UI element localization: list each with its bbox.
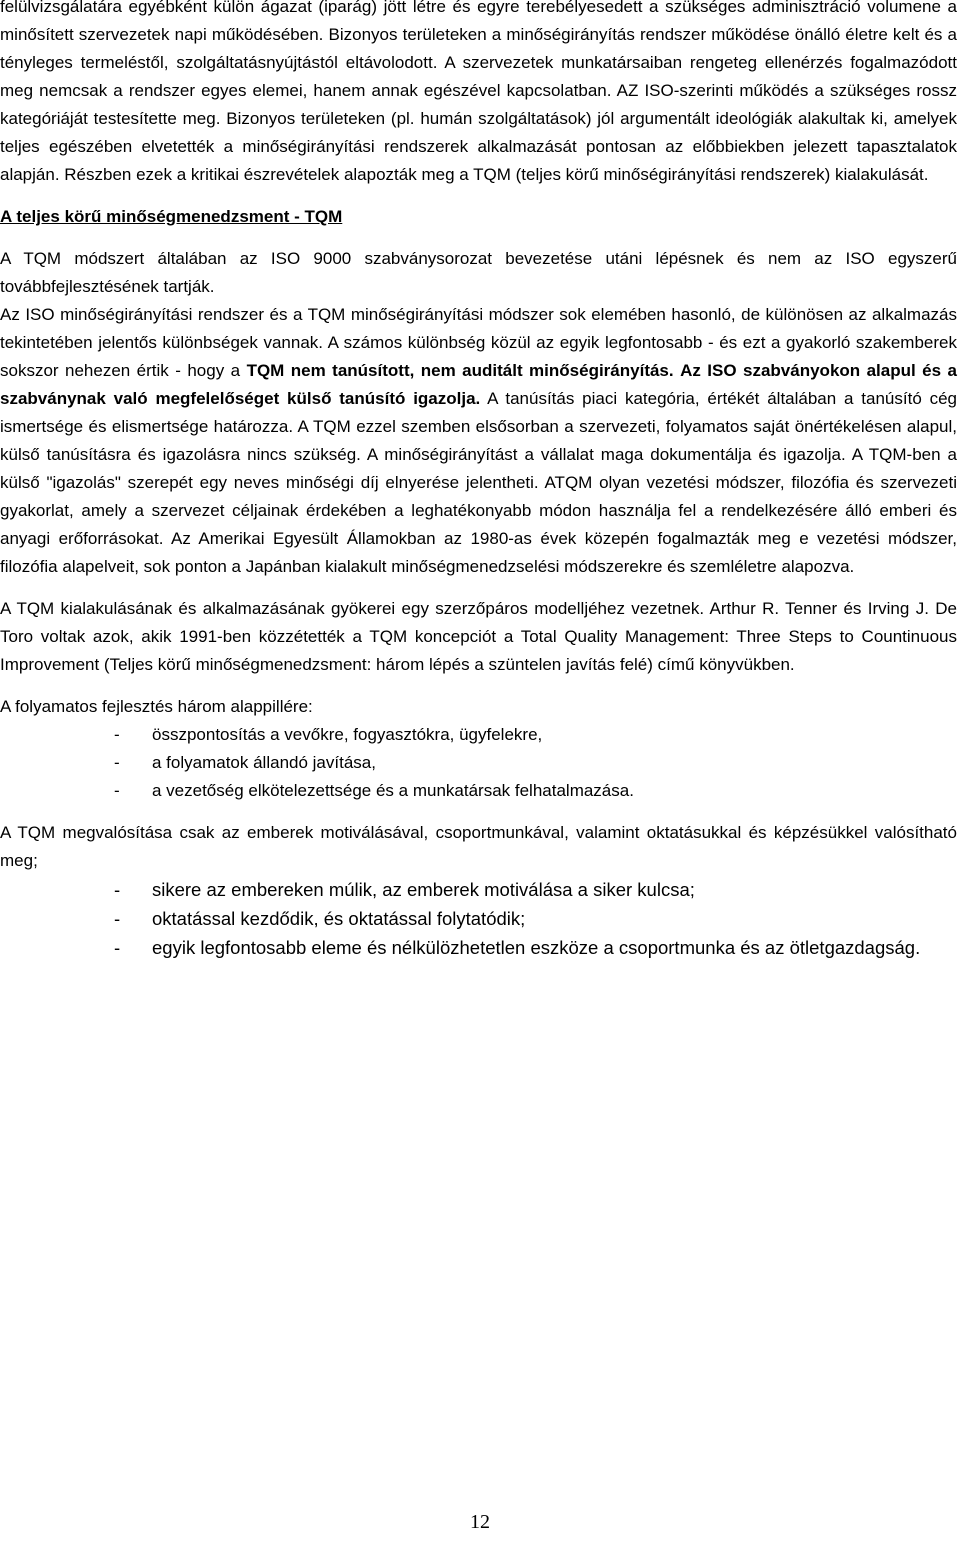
pillars-intro: A folyamatos fejlesztés három alappillére: — [0, 697, 313, 716]
list-dash: - — [114, 725, 120, 744]
section-heading: A teljes körű minőségmenedzsment - TQM — [0, 207, 343, 226]
realization-intro: A TQM megvalósítása csak az emberek motiválásával, csoportmunkával, valamint oktatásukkal és képzésükkel valósítható meg; — [0, 823, 957, 870]
list-item-text: sikere az embereken múlik, az emberek motiválása a siker kulcsa; — [152, 879, 695, 900]
page-number: 12 — [470, 1511, 490, 1533]
spacer — [0, 581, 957, 595]
list-dash: - — [114, 908, 121, 929]
paragraph-tqm-origins: A TQM kialakulásának és alkalmazásának gyökerei egy szerzőpáros modelljéhez vezetnek. Arthur R. Tenner és Irving J. De Toro voltak azok, akik 1991-ben közzétették a TQM koncepciót a Total Quality Management: Three Steps to Countinuous Improvement (Teljes körű minőségmenedzsment: három lépés a szüntelen javítás felé) című könyvükben. — [0, 599, 957, 674]
list-dash: - — [114, 937, 121, 958]
list-item — [0, 933, 957, 962]
list-item-text: összpontosítás a vevőkre, fogyasztókra, ügyfelekre, — [152, 725, 543, 744]
text-run: Az ISO minőségirányítási rendszer és a TQM minőségirányítási módszer sok elemében hasonló, de különösen az alkalmazás tekintetében jelentős különbségek vannak. A számos különbség közül az egyik legfontosabb - és ezt a gyakorló szakemberek sokszor nehezen értik - hogy a — [0, 305, 957, 380]
list-item — [0, 749, 957, 777]
list-dash: - — [114, 879, 121, 900]
text-run: A tanúsítás piaci kategória, értékét általában a tanúsító cég ismertsége és elismertsége határozza. A TQM ezzel szemben elsősorban a szervezeti, folyamatos saját önértékelésen alapul, külső tanúsításra és igazolásra nincs szükség. A minőségirányítást a vállalat maga dokumentálja és igazolja. A TQM-ben a külső "igazolás" szerepét egy neves minőségi díj elnyerése jelentheti. ATQM olyan vezetési módszer, filozófia és szervezeti gyakorlat, amely a szervezet céljainak érdekében a leghatékonyabb módon használja fel a rendelkezésére álló emberi és anyagi erőforrásokat. Az Amerikai Egyesült Államokban az 1980-as évek közepén fogalmazták meg e vezetési módszer, filozófia alapelveit, sok ponton a Japánban kialakult minőségmenedzselési módszerekre és szemléletre alapozva. — [0, 389, 958, 576]
spacer — [0, 189, 957, 203]
list-item — [0, 904, 957, 933]
list-item-text: a vezetőség elkötelezettsége és a munkatársak felhatalmazása. — [152, 781, 634, 800]
paragraph-iso-vs-tqm — [0, 301, 957, 581]
list-dash: - — [114, 753, 120, 772]
list-item — [0, 721, 957, 749]
spacer — [0, 679, 957, 693]
list-item — [0, 777, 957, 805]
list-item-text: egyik legfontosabb eleme és nélkülözhetetlen eszköze a csoportmunka és az ötletgazdagság. — [152, 937, 921, 958]
list-item-text: oktatással kezdődik, és oktatással folytatódik; — [152, 908, 526, 929]
realization-list — [0, 875, 957, 962]
bold-text-iso-standards: Az ISO szabványokon alapul és a szabványnak való megfelelőséget külső tanúsító igazolja. — [0, 361, 957, 408]
list-item-text: a folyamatok állandó javítása, — [152, 753, 376, 772]
pillars-list — [0, 721, 957, 805]
spacer — [0, 805, 957, 819]
list-item — [0, 875, 957, 904]
list-dash: - — [114, 781, 120, 800]
paragraph-tqm-method: A TQM módszert általában az ISO 9000 szabványsorozat bevezetése utáni lépésnek és nem az ISO egyszerű továbbfejlesztésének tartják. — [0, 249, 957, 296]
paragraph-iso-criticism: felülvizsgálatára egyébként külön ágazat (iparág) jött létre és egyre terebélyesedett a szükséges adminisztráció volumene a minősített szervezetek napi működésében. Bizonyos területeken a minőségirányítás rendszer működése önálló életre kelt és a tényleges termeléstől, szolgáltatásnyújtástól eltávolodott. A szervezetek munkatársaiban rengeteg ellenérzés fogalmazódott meg nemcsak a rendszer egyes elemei, hanem annak egészével kapcsolatban. AZ ISO-szerinti működés a szükséges rossz kategóriáját testesítette meg. Bizonyos területeken (pl. humán szolgáltatások) jól argumentált ideológiák alakultak ki, amelyek teljes egészében elvetették a minőségirányítási rendszerek alkalmazását pontosan az előbbiekben jelezett tapasztalatok alapján. Részben ezek a kritikai észrevételek alapozták meg a TQM (teljes körű minőségirányítási rendszerek) kialakulását. — [0, 0, 957, 184]
spacer — [0, 231, 957, 245]
bold-text-not-certified: TQM nem tanúsított, nem auditált minőségirányítás. — [246, 361, 674, 380]
